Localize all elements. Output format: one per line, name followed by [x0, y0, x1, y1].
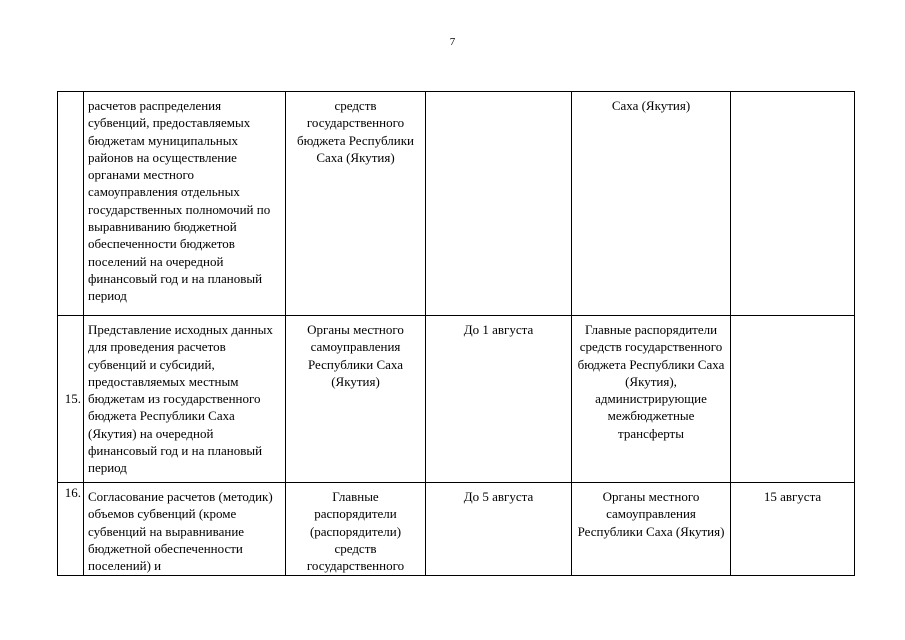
deadline-cell: До 5 августа — [426, 483, 572, 576]
responsible-cell: Главные распорядители (распорядители) средств государственного — [286, 483, 426, 576]
responsible-cell: Органы местного самоуправления Республики Саха (Якутия) — [286, 316, 426, 483]
recipient-cell: Главные распорядители средств государственного бюджета Республики Саха (Якутия), администрирующие межбюджетные трансферты — [572, 316, 731, 483]
responsible-cell: средств государственного бюджета Республики Саха (Якутия) — [286, 92, 426, 316]
action-cell: Представление исходных данных для проведения расчетов субвенций и субсидий, предоставляемых местным бюджетам из государственного бюджета Республики Саха (Якутия) на очередной финансовый год и на плановый период — [84, 316, 286, 483]
row-number — [58, 92, 84, 316]
recipient-cell: Органы местного самоуправления Республики Саха (Якутия) — [572, 483, 731, 576]
review-deadline-cell — [731, 316, 855, 483]
review-deadline-cell: 15 августа — [731, 483, 855, 576]
table-row — [58, 483, 855, 576]
action-cell: Согласование расчетов (методик) объемов субвенций (кроме субвенций на выравнивание бюджетной обеспеченности поселений) и — [84, 483, 286, 576]
page-number: 7 — [449, 36, 456, 48]
action-cell: расчетов распределения субвенций, предоставляемых бюджетам муниципальных районов на осуществление органами местного самоуправления отдельных государственных полномочий по выравниванию бюджетной обеспеченности бюджетов поселений на очередной финансовый год и на плановый период — [84, 92, 286, 316]
review-deadline-cell — [731, 92, 855, 316]
table-row — [58, 92, 855, 316]
deadline-cell: До 1 августа — [426, 316, 572, 483]
row-number: 16. — [58, 483, 84, 576]
row-number: 15. — [58, 316, 84, 483]
deadline-cell — [426, 92, 572, 316]
schedule-table — [57, 91, 855, 576]
recipient-cell: Саха (Якутия) — [572, 92, 731, 316]
table-row — [58, 316, 855, 483]
